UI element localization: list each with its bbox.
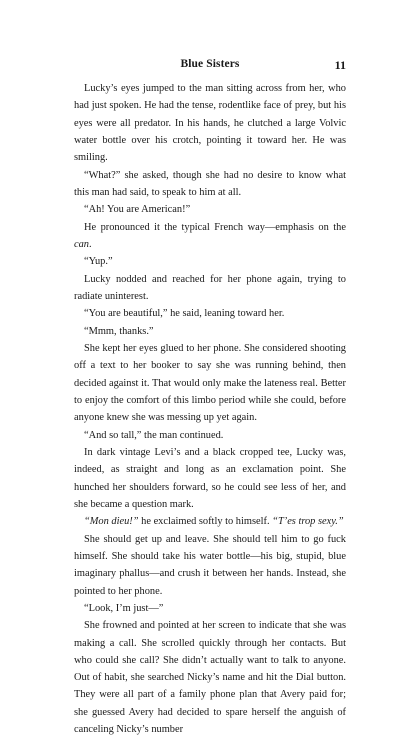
emphasis: “T’es trop sexy.” <box>272 516 344 528</box>
paragraph: “What?” she asked, though she had no desire to know what this man had said, to speak to him at all. <box>74 169 346 198</box>
text-span: he exclaimed softly to himself. <box>138 516 273 528</box>
paragraph: Lucky’s eyes jumped to the man sitting across from her, who had just spoken. He had the tense, rodentlike face of prey, but his eyes were all predator. In his hands, he clutched a large Volvic water bottle over his crotch, pointing it toward her. He was smiling. <box>74 83 346 164</box>
paragraph: “And so tall,” the man continued. <box>84 429 224 441</box>
paragraph: “You are beautiful,” he said, leaning toward her. <box>84 308 285 320</box>
paragraph <box>74 219 346 254</box>
emphasis: “Mon dieu!” <box>84 516 139 528</box>
text-span: He pronounced it the typical French way—emphasis on the <box>84 221 346 233</box>
paragraph: “Yup.” <box>84 256 113 268</box>
paragraph: “Look, I’m just—” <box>84 602 164 614</box>
text-span: . <box>89 238 92 250</box>
running-title: Blue Sisters <box>180 58 240 70</box>
paragraph: “Mmm, thanks.” <box>84 325 154 337</box>
paragraph: Lucky nodded and reached for her phone again, trying to radiate uninterest. <box>74 273 346 302</box>
page-number: 11 <box>334 58 346 72</box>
paragraph: In dark vintage Levi’s and a black cropped tee, Lucky was, indeed, as straight and long as an exclamation point. She hunched her shoulders forward, so he could see less of her, and she became a question mark. <box>74 446 346 510</box>
paragraph: She frowned and pointed at her screen to indicate that she was making a call. She scrolled quickly through her contacts. But who could she call? She didn’t actually want to talk to anyone. Out of habit, she searched Nicky’s name and hit the Dial button. They were all part of a family phone plan that Avery paid for; she guessed Avery had decided to spare herself the anguish of canceling Nicky’s number <box>74 620 346 736</box>
emphasis: can <box>74 238 90 250</box>
body-text <box>74 80 346 738</box>
paragraph <box>74 513 346 530</box>
paragraph: She kept her eyes glued to her phone. She considered shooting off a text to her booker to say she was running behind, then decided against it. That would only make the lateness real. Better to enjoy the comfort of this limbo period while she could, before anyone knew she was messing up yet again. <box>74 342 346 424</box>
running-head <box>74 58 346 74</box>
paragraph: “Ah! You are American!” <box>84 204 191 216</box>
paragraph: She should get up and leave. She should tell him to go fuck himself. She should take his water bottle—his big, stupid, blue imaginary phallus—and crush it between her hands. Instead, she pointed to her phone. <box>74 533 346 597</box>
